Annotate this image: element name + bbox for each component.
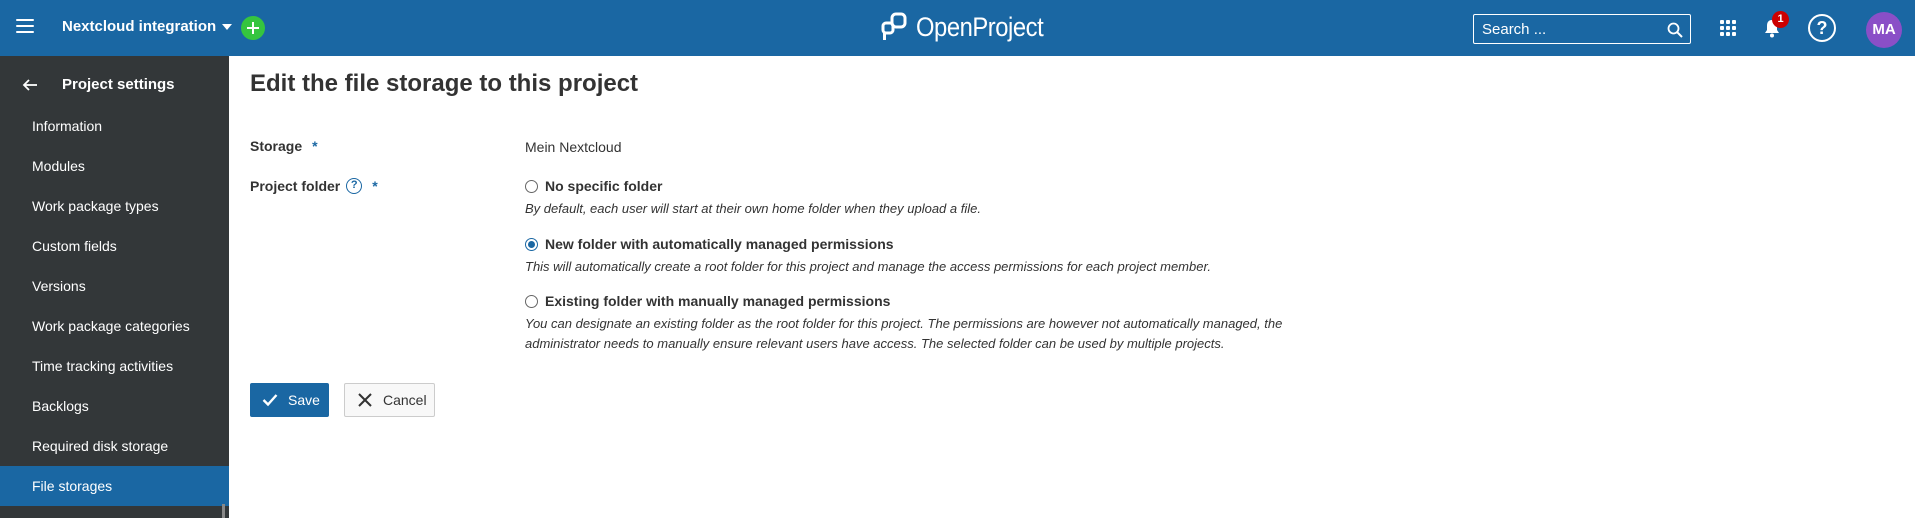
project-folder-label-text: Project folder bbox=[250, 178, 341, 194]
help-icon[interactable]: ? bbox=[1808, 14, 1836, 42]
option-new-folder-managed bbox=[525, 236, 1345, 277]
project-folder-label bbox=[250, 178, 378, 194]
plus-icon bbox=[246, 21, 260, 35]
project-name: Nextcloud integration bbox=[62, 18, 217, 35]
logo-text: OpenProject bbox=[916, 11, 1044, 42]
sidebar-item-versions[interactable]: Versions bbox=[32, 278, 86, 294]
add-button[interactable] bbox=[241, 16, 265, 40]
search-box[interactable] bbox=[1473, 14, 1691, 44]
option-description: By default, each user will start at their own home folder when they upload a file. bbox=[525, 201, 981, 216]
save-button-label: Save bbox=[288, 392, 320, 408]
sidebar-item-work-package-categories[interactable]: Work package categories bbox=[32, 318, 190, 334]
page-title: Edit the file storage to this project bbox=[250, 70, 639, 97]
option-description-line: administrator needs to manually ensure relevant users have access. The selected folder can be used by multiple projects. bbox=[525, 336, 1225, 351]
close-icon bbox=[357, 392, 373, 408]
sidebar-scrollbar[interactable] bbox=[222, 504, 225, 518]
sidebar-item-work-package-types[interactable]: Work package types bbox=[32, 198, 159, 214]
option-label[interactable]: Existing folder with manually managed permissions bbox=[545, 293, 891, 309]
required-marker: * bbox=[312, 138, 318, 154]
option-description: This will automatically create a root folder for this project and manage the access permissions for each project member. bbox=[525, 259, 1211, 274]
radio-new-folder-managed[interactable] bbox=[525, 236, 1345, 252]
option-description-line: You can designate an existing folder as the root folder for this project. The permissions are however not automatically managed, the bbox=[525, 316, 1283, 331]
radio-existing-folder-manual[interactable] bbox=[525, 293, 1345, 309]
hamburger-menu-icon[interactable] bbox=[16, 19, 34, 37]
sidebar-item-required-disk-storage[interactable]: Required disk storage bbox=[32, 438, 169, 454]
sidebar bbox=[0, 56, 229, 518]
caret-down-icon bbox=[222, 24, 232, 30]
storage-label bbox=[250, 138, 318, 154]
openproject-logo-icon bbox=[878, 11, 910, 43]
sidebar-item-time-tracking-activities[interactable]: Time tracking activities bbox=[32, 358, 174, 374]
option-label[interactable]: No specific folder bbox=[545, 178, 663, 194]
openproject-logo[interactable] bbox=[878, 11, 1061, 43]
sidebar-item-file-storages[interactable]: File storages bbox=[0, 466, 229, 506]
radio-button[interactable] bbox=[525, 180, 538, 193]
search-input[interactable] bbox=[1474, 15, 1690, 43]
radio-button[interactable] bbox=[525, 295, 538, 308]
notification-badge: 1 bbox=[1772, 11, 1789, 28]
sidebar-menu bbox=[0, 106, 229, 506]
help-circle-icon[interactable]: ? bbox=[346, 178, 362, 194]
option-label[interactable]: New folder with automatically managed permissions bbox=[545, 236, 894, 252]
project-selector[interactable] bbox=[62, 18, 232, 35]
required-marker: * bbox=[372, 178, 378, 194]
radio-no-specific-folder[interactable] bbox=[525, 178, 1345, 194]
top-header bbox=[0, 0, 1915, 56]
sidebar-item-modules[interactable]: Modules bbox=[32, 158, 85, 174]
cancel-button-label: Cancel bbox=[383, 392, 427, 408]
radio-button-checked[interactable] bbox=[525, 238, 538, 251]
grid-apps-icon[interactable] bbox=[1720, 20, 1736, 36]
storage-label-text: Storage bbox=[250, 138, 303, 154]
search-icon[interactable] bbox=[1667, 22, 1683, 38]
sidebar-item-custom-fields[interactable]: Custom fields bbox=[32, 238, 117, 254]
option-no-specific-folder bbox=[525, 178, 1345, 219]
option-description bbox=[525, 314, 1345, 354]
main-content bbox=[229, 56, 1915, 518]
sidebar-item-backlogs[interactable]: Backlogs bbox=[32, 398, 89, 414]
avatar[interactable]: MA bbox=[1866, 12, 1902, 48]
storage-value: Mein Nextcloud bbox=[525, 139, 622, 155]
sidebar-title[interactable]: Project settings bbox=[62, 76, 175, 93]
arrow-left-icon[interactable] bbox=[22, 78, 38, 92]
save-button[interactable] bbox=[250, 383, 329, 417]
checkmark-icon bbox=[262, 393, 278, 407]
option-existing-folder-manual bbox=[525, 293, 1345, 354]
cancel-button[interactable] bbox=[344, 383, 435, 417]
sidebar-item-information[interactable]: Information bbox=[32, 118, 103, 134]
